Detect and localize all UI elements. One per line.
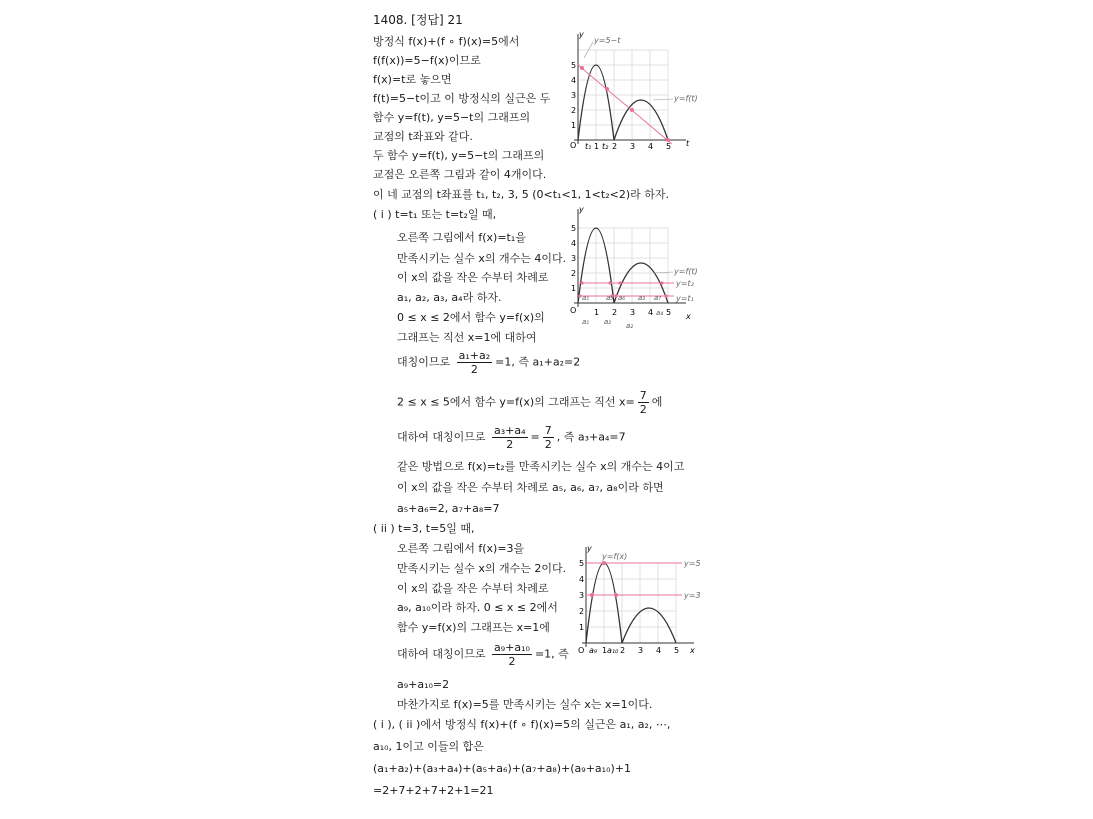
- fig1-xtick-4: 4: [648, 142, 654, 151]
- case2-title: ( ii ) t=3, t=5일 때,: [373, 522, 475, 535]
- fig2-line-t1-label: y=t₁: [676, 294, 694, 303]
- fig3-xtick-4: 4: [656, 646, 662, 655]
- figure-2-graph: [568, 203, 718, 333]
- fig2-a-label-top-3: a₆: [618, 294, 626, 302]
- sym1-denominator: 2: [470, 363, 478, 376]
- text-line-5: 함수 y=f(t), y=5−t의 그래프의: [373, 111, 531, 124]
- case2-sym-prefix: 대하여 대칭이므로: [397, 647, 486, 661]
- case2-line-3: 이 x의 값을 작은 수부터 차례로: [397, 582, 549, 595]
- text-line-9: 이 네 교점의 t좌표를 t₁, t₂, 3, 5 (0<t₁<1, 1<t₂<2)라 하자.: [373, 188, 669, 201]
- fig3-ytick-1: 1: [579, 623, 585, 632]
- fig3-ytick-3: 3: [579, 591, 585, 600]
- fig1-xtick-t1: t₁: [585, 142, 592, 151]
- fig1-xtick-2: 2: [612, 142, 618, 151]
- fig2-grid: [578, 228, 668, 303]
- fig3-x-axis-label: x: [690, 646, 695, 655]
- fig3-x-ticks: [589, 646, 679, 655]
- fig3-curve: [586, 563, 676, 643]
- fig1-y-ticks: [571, 61, 576, 130]
- case1-line-3: 이 x의 값을 작은 수부터 차례로: [397, 271, 549, 284]
- fig2-a-label-bottom-1: a₁: [582, 318, 590, 326]
- sym3-numerator-2: 7: [544, 424, 552, 437]
- sym3-prefix: 대하여 대칭이므로: [397, 430, 486, 444]
- case1-line-6: 그래프는 직선 x=1에 대하여: [397, 331, 537, 344]
- fig2-ytick-5: 5: [571, 224, 577, 233]
- fig2-xtick-3: 3: [630, 308, 636, 317]
- fig2-xtick-1: 1: [594, 308, 600, 317]
- fig2-curve-label: y=f(t): [674, 267, 698, 276]
- case2-line-5: 함수 y=f(x)의 그래프는 x=1에: [397, 621, 550, 634]
- fig1-origin-label: O: [570, 141, 577, 150]
- fig1-point-t2: [605, 87, 609, 91]
- fig2-xtick-2: 2: [612, 308, 618, 317]
- text-line-7: 두 함수 y=f(t), y=5−t의 그래프의: [373, 149, 545, 162]
- fig2-ytick-4: 4: [571, 239, 577, 248]
- conclusion-line-2: a₁₀, 1이고 이들의 합은: [373, 740, 484, 753]
- case2-extra: 마찬가지로 f(x)=5를 만족시키는 실수 x는 x=1이다.: [397, 698, 653, 711]
- fig1-point-3: [630, 108, 634, 112]
- text-line-3: f(x)=t로 놓으면: [373, 73, 452, 86]
- case1-line-5: 0 ≤ x ≤ 2에서 함수 y=f(x)의: [397, 311, 545, 324]
- fig1-y-axis-label: y: [579, 30, 584, 39]
- case2-sym-fraction: [492, 641, 532, 668]
- fig1-ytick-5: 5: [571, 61, 577, 70]
- fig2-curve: [578, 228, 668, 303]
- case2-line-2: 만족시키는 실수 x의 개수는 2이다.: [397, 562, 567, 575]
- fig2-a-label-bottom-4: a₄: [656, 309, 664, 317]
- sym2-denominator: 2: [639, 403, 647, 416]
- fig2-ytick-1: 1: [571, 284, 577, 293]
- fig2-a-label-top-5: a₇: [654, 294, 662, 302]
- fig3-y-ticks: [579, 559, 584, 632]
- fig2-x-axis-label: x: [686, 312, 691, 321]
- sym2-numerator: 7: [639, 389, 647, 402]
- case1-same-1: 같은 방법으로 f(x)=t₂를 만족시키는 실수 x의 개수는 4이고: [397, 460, 685, 473]
- fig3-y-axis-label: y: [587, 544, 592, 553]
- fig1-xtick-t2: t₂: [602, 142, 609, 151]
- case2-line-4: a₉, a₁₀이라 하자. 0 ≤ x ≤ 2에서: [397, 601, 558, 614]
- fig3-curve-label: y=f(x): [602, 552, 628, 561]
- conclusion-line-4: =2+7+2+7+2+1=21: [373, 784, 494, 797]
- fig3-ytick-4: 4: [579, 575, 585, 584]
- problem-header: 1408. [정답] 21: [373, 13, 463, 27]
- case1-symmetry-1: [397, 349, 580, 376]
- fig2-a-label-bottom-3: a₂: [626, 322, 634, 330]
- fig2-line-t2-label: y=t₂: [676, 279, 694, 288]
- text-line-8: 교점은 오른쪽 그림과 같이 4개이다.: [373, 168, 547, 181]
- case1-title: ( i ) t=t₁ 또는 t=t₂일 때,: [373, 208, 497, 221]
- conclusion-line-1: ( i ), ( ii )에서 방정식 f(x)+(f ∘ f)(x)=5의 실근은 a₁, a₂, ⋯,: [373, 718, 671, 731]
- fig1-curve-label: y=f(t): [674, 94, 698, 103]
- fig2-xtick-5: 5: [666, 308, 672, 317]
- fig3-line3-label: y=3: [684, 591, 701, 600]
- fig2-ytick-2: 2: [571, 269, 577, 278]
- fig2-xtick-4: 4: [648, 308, 654, 317]
- sym1-suffix: =1, 즉 a₁+a₂=2: [495, 355, 581, 369]
- text-line-1: 방정식 f(x)+(f ∘ f)(x)=5에서: [373, 35, 520, 48]
- fig1-point-t1: [580, 66, 584, 70]
- case2-symmetry: [397, 641, 569, 668]
- fig2-a-labels-top: [582, 294, 661, 302]
- case2-sym-suffix: =1, 즉: [534, 647, 569, 661]
- fig2-y-ticks: [571, 224, 576, 293]
- fig1-x-ticks: [585, 142, 671, 151]
- fig2-origin-label: O: [570, 306, 577, 315]
- case1-line-2: 만족시키는 실수 x의 개수는 4이다.: [397, 252, 567, 265]
- fig3-point-1: [602, 561, 606, 565]
- fig3-ytick-5: 5: [579, 559, 585, 568]
- sym3-fraction: [492, 424, 528, 451]
- figure-1-graph: [568, 28, 718, 153]
- sym3-suffix: , 즉 a₃+a₄=7: [556, 430, 626, 444]
- fig3-point-a10: [614, 593, 618, 597]
- fig1-x-axis-label: t: [686, 139, 690, 148]
- fig3-xtick-3: 3: [638, 646, 644, 655]
- fig3-point-a9: [590, 593, 594, 597]
- fig1-grid: [578, 50, 668, 140]
- fig2-a-label-bottom-2: a₂: [604, 318, 612, 326]
- fig1-line: [578, 65, 672, 144]
- fig1-ytick-1: 1: [571, 121, 577, 130]
- fig2-y-axis-label: y: [579, 205, 584, 214]
- fig3-xtick-5: 5: [674, 646, 680, 655]
- fig3-xtick-2: 2: [620, 646, 626, 655]
- fig1-line-label: y=5−t: [594, 36, 621, 45]
- fig3-ytick-2: 2: [579, 607, 585, 616]
- case2-line-1: 오른쪽 그림에서 f(x)=3을: [397, 542, 525, 555]
- fig1-curve-label-leader: [653, 99, 673, 100]
- fig2-a-label-top-2: a₅: [606, 294, 614, 302]
- fig2-a-label-top-4: a₃: [638, 294, 646, 302]
- fig1-xtick-5: 5: [666, 142, 672, 151]
- fig1-ytick-4: 4: [571, 76, 577, 85]
- fig1-xtick-3: 3: [630, 142, 636, 151]
- text-line-4: f(t)=5−t이고 이 방정식의 실근은 두: [373, 92, 551, 105]
- fig3-grid: [586, 563, 676, 643]
- case1-line-1: 오른쪽 그림에서 f(x)=t₁을: [397, 231, 526, 244]
- fig3-xtick-a9: a₉: [589, 646, 598, 655]
- case1-symmetry-3: [397, 424, 626, 451]
- case2-sym-denominator: 2: [508, 655, 516, 668]
- sym2-prefix: 2 ≤ x ≤ 5에서 함수 y=f(x)의 그래프는 직선 x=: [397, 395, 635, 409]
- sym3-numerator: a₃+a₄: [494, 424, 526, 437]
- fig3-line5-label: y=5: [684, 559, 701, 568]
- figure-3-graph: [576, 543, 716, 661]
- case1-same-3: a₅+a₆=2, a₇+a₈=7: [397, 502, 500, 515]
- fig2-ytick-3: 3: [571, 254, 577, 263]
- fig2-a-label-top-1: a₁: [582, 294, 590, 302]
- fig3-xtick-a10: a₁₀: [607, 646, 619, 655]
- fig1-point-5: [666, 138, 670, 142]
- sym3-fraction-2: [543, 424, 554, 451]
- case1-line-4: a₁, a₂, a₃, a₄라 하자.: [397, 291, 502, 304]
- fig1-ytick-3: 3: [571, 91, 577, 100]
- case2-result: a₉+a₁₀=2: [397, 678, 450, 691]
- sym2-suffix: 에: [651, 395, 663, 409]
- sym3-denominator: 2: [506, 438, 514, 451]
- sym1-fraction: [457, 349, 493, 376]
- fig1-ytick-2: 2: [571, 106, 577, 115]
- case2-sym-numerator: a₉+a₁₀: [494, 641, 530, 654]
- fig3-xtick-1: 1: [602, 646, 608, 655]
- sym1-numerator: a₁+a₂: [458, 349, 491, 362]
- sym3-equals: =: [530, 430, 540, 444]
- sym2-fraction: [638, 389, 649, 416]
- text-line-6: 교점의 t좌표와 같다.: [373, 130, 473, 143]
- conclusion-line-3: (a₁+a₂)+(a₃+a₄)+(a₅+a₆)+(a₇+a₈)+(a₉+a₁₀)+1: [373, 762, 631, 775]
- sym1-prefix: 대칭이므로: [397, 355, 451, 369]
- case1-symmetry-2: [397, 389, 662, 416]
- sym3-denominator-2: 2: [544, 438, 552, 451]
- text-line-2: f(f(x))=5−f(x)이므로: [373, 54, 481, 67]
- fig3-origin-label: O: [578, 646, 585, 655]
- case1-same-2: 이 x의 값을 작은 수부터 차례로 a₅, a₆, a₇, a₈이라 하면: [397, 481, 664, 494]
- fig1-xtick-1: 1: [594, 142, 600, 151]
